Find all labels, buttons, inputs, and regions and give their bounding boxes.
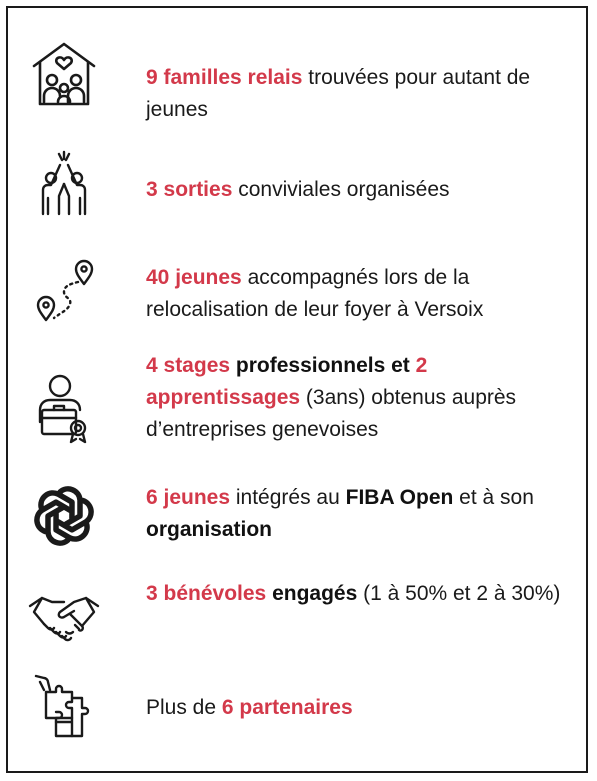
stat-text: [146, 350, 576, 446]
stats-card: [6, 6, 588, 773]
professional-certificate-icon: [26, 370, 102, 446]
stat-text: [146, 62, 576, 126]
stat-text-part: conviviales organisées: [232, 178, 450, 201]
stat-text-part: et à son: [453, 486, 534, 509]
stat-text: [146, 174, 576, 206]
stat-text-part: Plus de: [146, 696, 222, 719]
stat-highlight: 3 bénévoles: [146, 582, 267, 605]
stat-highlight: 40 jeunes: [146, 266, 242, 289]
high-five-icon: [26, 148, 102, 224]
stat-highlight: 4 stages: [146, 354, 231, 377]
stat-text-bold: organisation: [146, 518, 273, 541]
stat-highlight: 3 sorties: [146, 178, 233, 201]
handshake-icon: [26, 576, 102, 652]
stat-highlight: 6 jeunes: [146, 486, 231, 509]
stat-text-part: trouvées pour autant de jeunes: [146, 66, 531, 121]
stat-text-part: accompagnés lors de la relocalisation de leur foyer à Versoix: [146, 266, 484, 321]
stat-text: [146, 578, 576, 610]
stat-text-bold: engagés: [266, 582, 358, 605]
stat-text: [146, 482, 576, 546]
stat-text-bold: professionnels et: [230, 354, 416, 377]
stat-text: [146, 262, 576, 326]
route-pins-icon: [26, 252, 102, 328]
stat-highlight: 9 familles relais: [146, 66, 303, 89]
stat-text: [146, 692, 576, 724]
stat-text-part: intégrés au: [230, 486, 346, 509]
stat-highlight: 2 apprentissages: [146, 354, 428, 409]
puzzle-hand-icon: [26, 668, 102, 744]
stat-text-part: (3ans) obtenus auprès d’entreprises genevoises: [146, 386, 517, 441]
family-house-icon: [26, 36, 102, 112]
knot-logo-icon: [26, 478, 102, 554]
stat-highlight: 6 partenaires: [221, 696, 353, 719]
stat-text-bold: FIBA Open: [345, 486, 454, 509]
stat-text-part: (1 à 50% et 2 à 30%): [357, 582, 561, 605]
